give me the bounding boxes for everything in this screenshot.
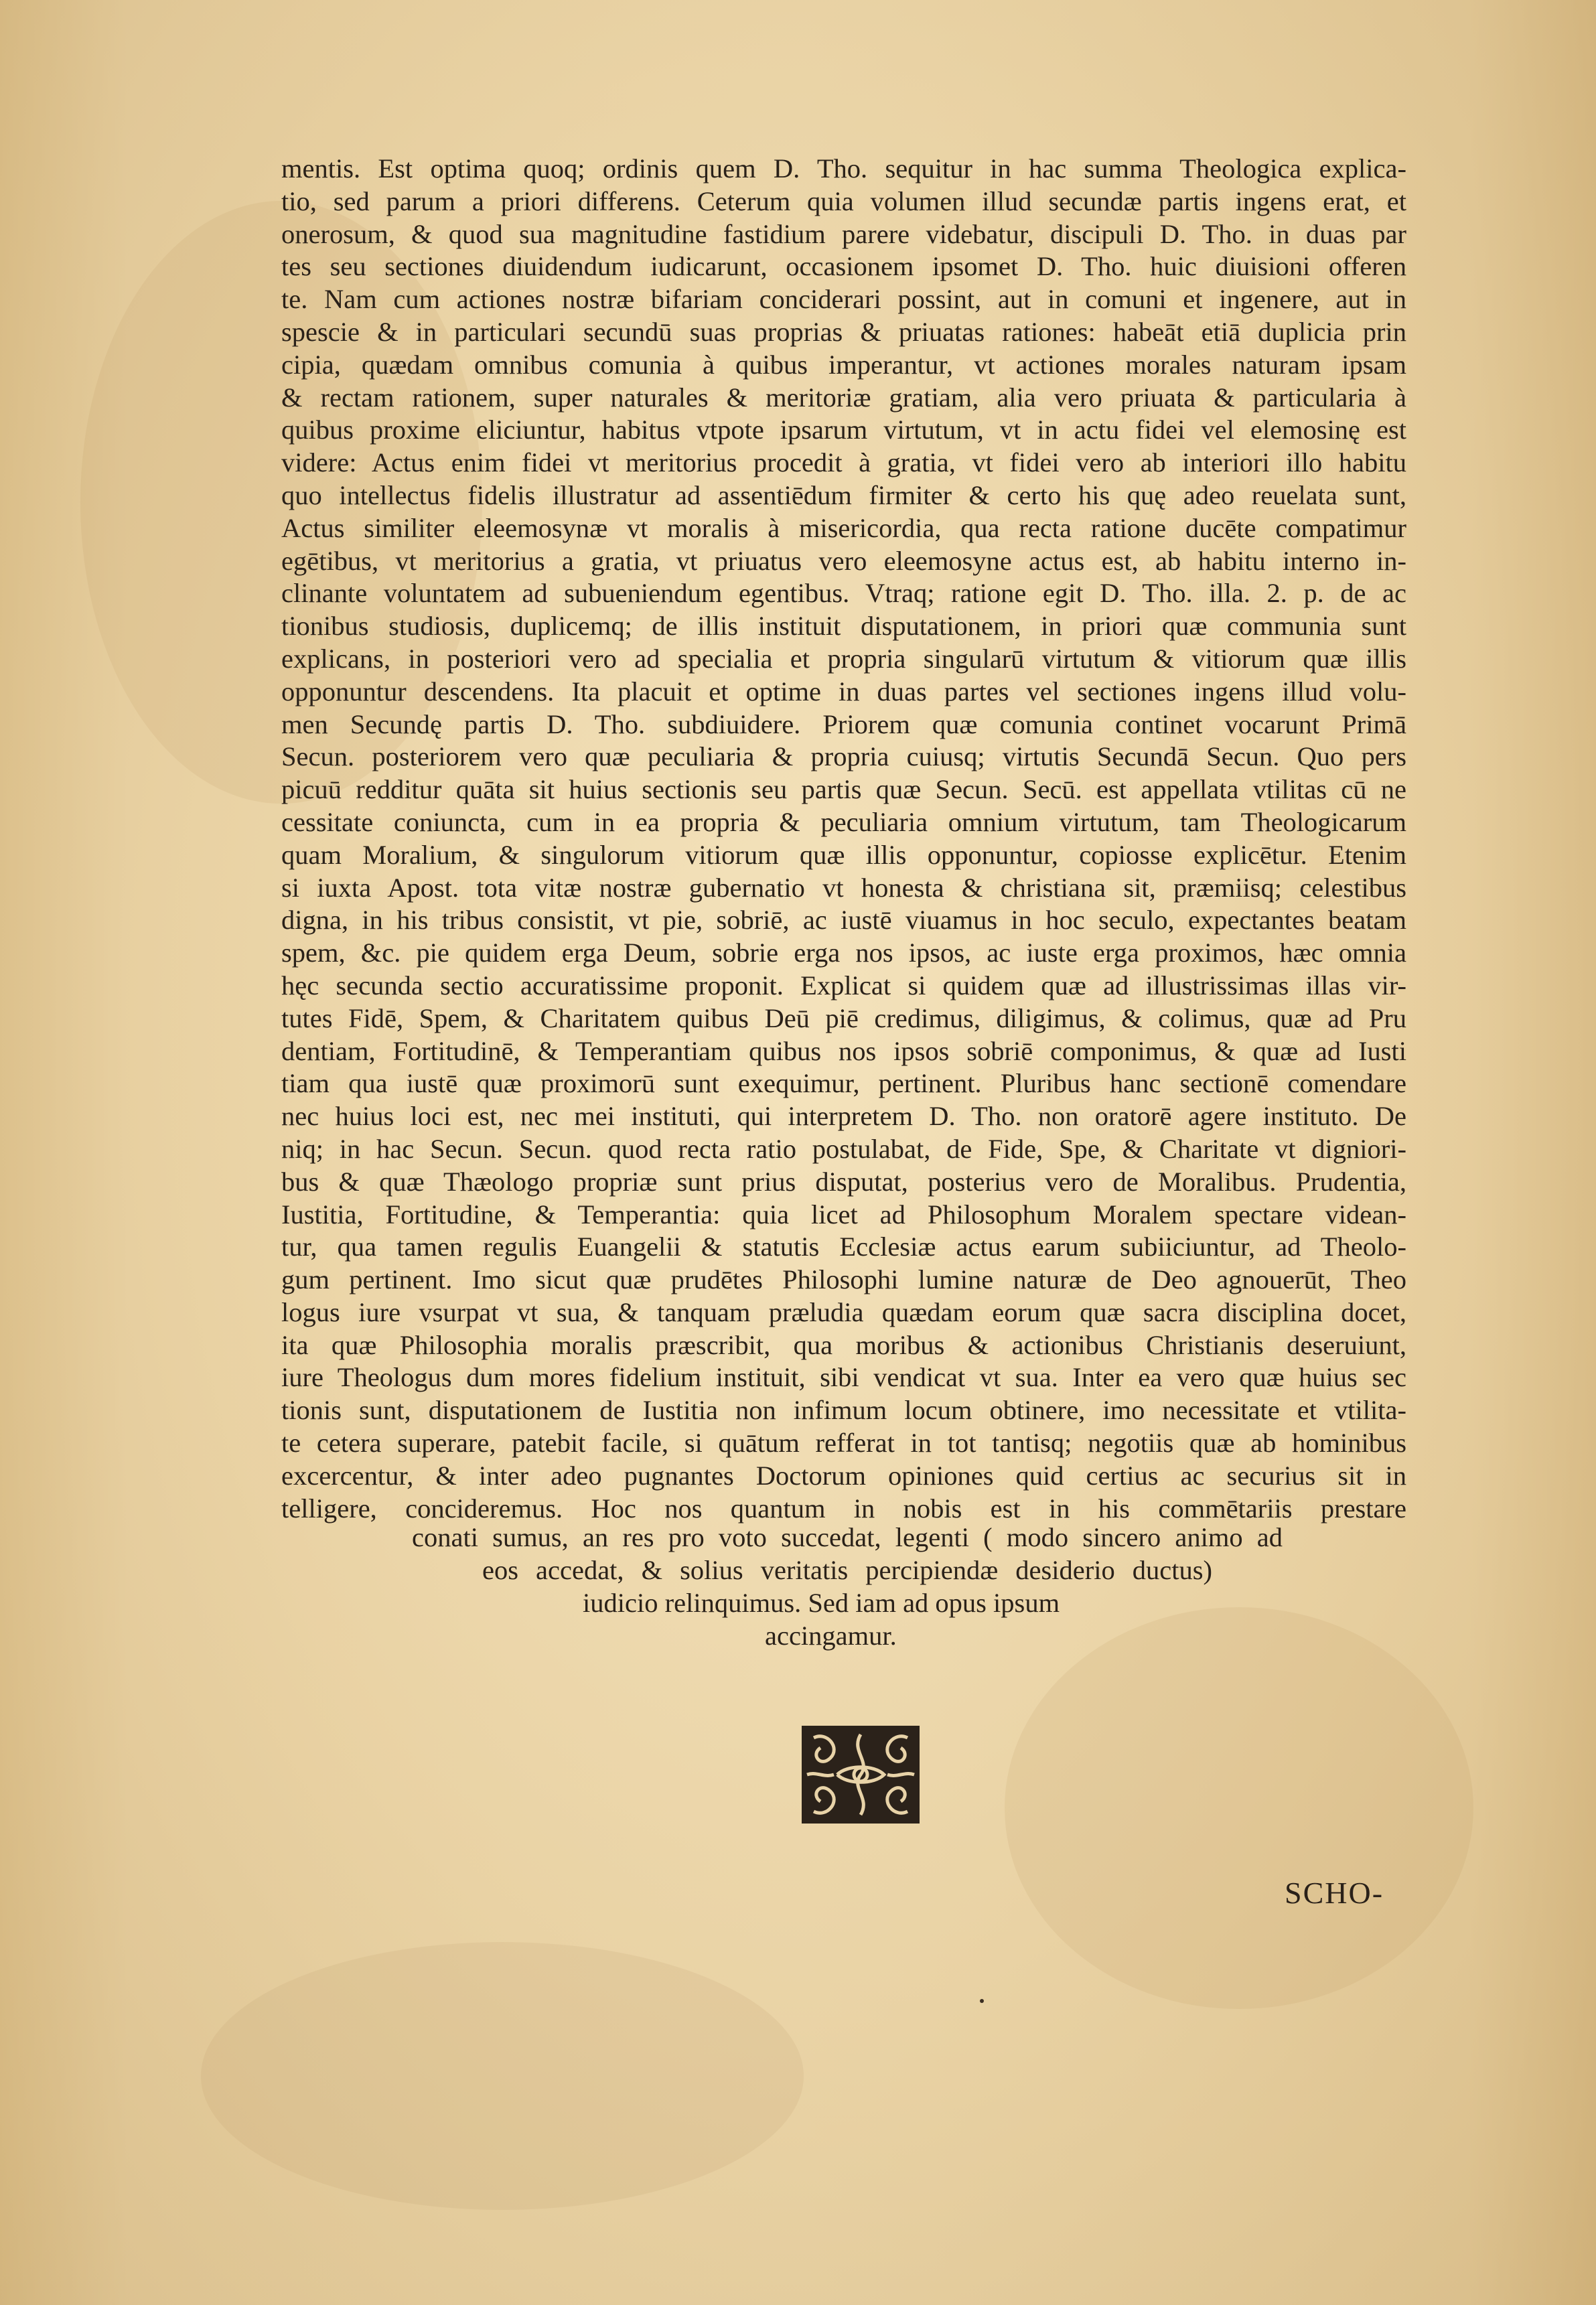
text-line: tiam qua iustē quæ proximorū sunt exequimur, pertinent. Pluribus hanc sectionē comendare: [281, 1068, 1406, 1099]
text-line: egētibus, vt meritorius a gratia, vt priuatus vero eleemosyne actus est, ab habitu interno in-: [281, 545, 1406, 576]
text-line: cipia, quædam omnibus comunia à quibus imperantur, vt actiones morales naturam ipsam: [281, 349, 1406, 380]
paper-stain: [1005, 1607, 1473, 2009]
text-line: spescie & in particulari secundū suas proprias & priuatas rationes: habeāt etiā duplicia prin: [281, 316, 1406, 347]
text-line: bus & quæ Thæologo propriæ sunt prius disputat, posterius vero de Moralibus. Prudentia,: [281, 1166, 1406, 1197]
text-line: mentis. Est optima quoq; ordinis quem D. Tho. sequitur in hac summa Theologica explica-: [281, 153, 1406, 183]
text-line: logus iure vsurpat vt sua, & tanquam præludia quædam eorum quæ sacra disciplina docet,: [281, 1296, 1406, 1327]
text-line: ita quæ Philosophia moralis præscribit, qua moribus & actionibus Christianis deseruiunt,: [281, 1329, 1406, 1360]
text-line: nec huius loci est, nec mei instituti, qui interpretem D. Tho. non oratorē agere instituto. De: [281, 1101, 1406, 1132]
text-line: picuū redditur quāta sit huius sectionis seu partis quæ Secun. Secū. est appellata vtilitas cū ne: [281, 774, 1406, 805]
paper-stain: [201, 1942, 804, 2210]
text-line: niq; in hac Secun. Secun. quod recta ratio postulabat, de Fide, Spe, & Charitate vt digniori-: [281, 1133, 1406, 1164]
text-line: cessitate coniuncta, cum in ea propria & peculiaria omnium virtutum, tam Theologicarum: [281, 806, 1406, 837]
text-line: tionis sunt, disputationem de Iustitia non infimum locum obtinere, imo necessitate et vtilita-: [281, 1395, 1406, 1426]
text-line: dentiam, Fortitudinē, & Temperantiam quibus nos ipsos sobriē componimus, & quæ ad Iusti: [281, 1035, 1406, 1066]
text-line: Actus similiter eleemosynæ vt moralis à misericordia, qua recta ratione ducēte compatimur: [281, 512, 1406, 543]
text-line: tio, sed parum a priori differens. Ceterum quia volumen illud secundæ partis ingens erat, et: [281, 185, 1406, 216]
text-line: tur, qua tamen regulis Euangelii & statutis Ecclesiæ actus earum subiiciuntur, ad Theolo-: [281, 1232, 1406, 1262]
printers-ornament-icon: [800, 1724, 921, 1825]
text-line: gum pertinent. Imo sicut quæ prudētes Philosophi lumine naturæ de Deo agnouerūt, Theo: [281, 1264, 1406, 1295]
text-line: & rectam rationem, super naturales & meritoriæ gratiam, alia vero priuata & particularia à: [281, 382, 1406, 413]
text-tail-line-3: iudicio relinquimus. Sed iam ad opus ipsum: [583, 1588, 1060, 1618]
text-line: te cetera superare, patebit facile, si quātum refferat in tot tantisq; negotiis quæ ab hominibus: [281, 1428, 1406, 1459]
page-speck: [980, 1999, 984, 2003]
text-line: men Secundę partis D. Tho. subdiuidere. Priorem quæ comunia continet vocarunt Primā: [281, 709, 1406, 739]
text-line: Iustitia, Fortitudine, & Temperantia: quia licet ad Philosophum Moralem spectare videan-: [281, 1199, 1406, 1230]
text-line: quibus proxime eliciuntur, habitus vtpote ipsarum virtutum, vt in actu fidei vel elemosinę est: [281, 415, 1406, 445]
text-line: opponuntur descendens. Ita placuit et optime in duas partes vel sectiones ingens illud volu-: [281, 676, 1406, 707]
text-line: clinante voluntatem ad subueniendum egentibus. Vtraq; ratione egit D. Tho. illa. 2. p. de ac: [281, 578, 1406, 609]
text-line: quam Moralium, & singulorum vitiorum quæ illis opponuntur, copiosse explicētur. Etenim: [281, 839, 1406, 870]
text-line: si iuxta Apost. tota vitæ nostræ gubernatio vt honesta & christiana sit, præmiisq; celestibus: [281, 872, 1406, 903]
text-line: tionibus studiosis, duplicemq; de illis instituit disputationem, in priori quæ communia sunt: [281, 611, 1406, 642]
text-line: excercentur, & inter adeo pugnantes Doctorum opiniones quid certius ac securius sit in: [281, 1460, 1406, 1491]
text-line: hęc secunda sectio accuratissime proponit. Explicat si quidem quæ ad illustrissimas illas vir-: [281, 970, 1406, 1000]
text-line: te. Nam cum actiones nostræ bifariam conciderari possint, aut in comuni et ingenere, aut in: [281, 284, 1406, 315]
catchword: SCHO-: [1285, 1876, 1384, 1910]
text-line: tes seu sectiones diuidendum iudicarunt, occasionem ipsomet D. Tho. huic diuisioni offeren: [281, 251, 1406, 282]
text-line: explicans, in posteriori vero ad specialia et propria singularū virtutum & vitiorum quæ illis: [281, 643, 1406, 674]
text-line: videre: Actus enim fidei vt meritorius procedit à gratia, vt fidei vero ab interiori illo habitu: [281, 447, 1406, 478]
body-text: [281, 153, 1406, 1525]
text-line: onerosum, & quod sua magnitudine fastidium parere videbatur, discipuli D. Tho. in duas par: [281, 218, 1406, 249]
text-tail-line-2: eos accedat, & solius veritatis percipiendæ desiderio ductus): [482, 1555, 1212, 1585]
text-line: quo intellectus fidelis illustratur ad assentiēdum firmiter & certo his quę adeo reuelata sunt,: [281, 479, 1406, 510]
text-line: telligere, concideremus. Hoc nos quantum in nobis est in his commētariis prestare: [281, 1493, 1406, 1523]
text-tail-line-4: accingamur.: [765, 1621, 897, 1651]
text-line: Secun. posteriorem vero quæ peculiaria & propria cuiusq; virtutis Secundā Secun. Quo pers: [281, 741, 1406, 772]
text-line: iure Theologus dum mores fidelium instituit, sibi vendicat vt sua. Inter ea vero quæ huius sec: [281, 1362, 1406, 1393]
text-line: tutes Fidē, Spem, & Charitatem quibus Deū piē credimus, diligimus, & colimus, quæ ad Pru: [281, 1002, 1406, 1033]
text-line: digna, in his tribus consistit, vt pie, sobriē, ac iustē viuamus in hoc seculo, expectantes beatam: [281, 905, 1406, 936]
text-tail-line-1: conati sumus, an res pro voto succedat, legenti ( modo sincero animo ad: [412, 1522, 1283, 1552]
text-line: spem, &c. pie quidem erga Deum, sobrie erga nos ipsos, ac iuste erga proximos, hæc omnia: [281, 938, 1406, 968]
